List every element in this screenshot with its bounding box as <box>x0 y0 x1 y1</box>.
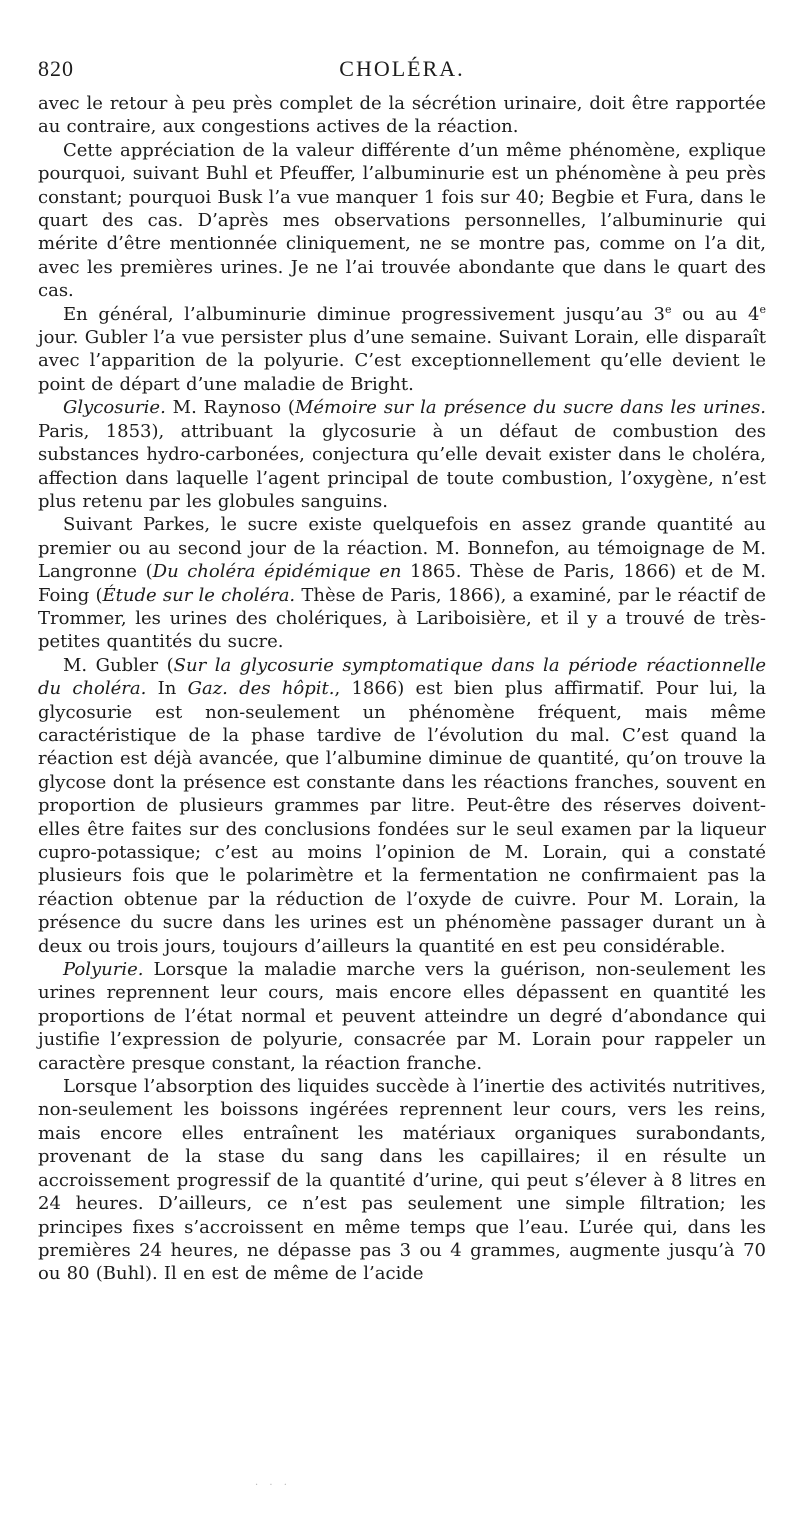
paragraph-p2 <box>38 139 766 303</box>
text-run: En général, l’albuminurie diminue progressivement jusqu’au 3 <box>63 303 665 325</box>
italic-text: Glycosurie. <box>63 397 166 419</box>
text-run: M. Gubler ( <box>63 654 174 676</box>
paragraph-p1 <box>38 92 766 139</box>
body-text <box>38 92 766 1286</box>
italic-text: Du choléra épidémique en <box>152 561 402 583</box>
text-run: Cette appréciation de la valeur différente d’un même phénomène, explique pourquoi, suivant Buhl et Pfeuffer, l’albuminurie est un phénomène à peu près constant; pourquoi Busk l’a vue manquer 1 fois sur 40; Begbie et Fura, dans le quart des cas. D’après mes observations personnelles, l’albuminurie qui mérite d’être mentionnée cliniquement, ne se montre pas, comme on l’a dit, avec les premières urines. Je ne l’ai trouvée abondante que dans le quart des cas. <box>38 139 766 302</box>
italic-text: Étude sur le choléra. <box>102 584 296 606</box>
text-run: In <box>146 678 188 700</box>
text-run: Lorsque l’absorption des liquides succède à l’inertie des activités nutritives, non-seulement les boissons ingérées reprennent leur cours, vers les reins, mais encore elles entraînent les matériaux organiques surabondants, provenant de la stase du sang dans les capillaires; il en résulte un accroissement progressif de la quantité d’urine, qui peut s’élever à 8 litres en 24 heures. D’ailleurs, ce n’est pas seulement une simple filtration; les principes fixes s’accroissent en même temps que l’eau. L’urée qui, dans les premières 24 heures, ne dépasse pas 3 ou 4 grammes, augmente jusqu’à 70 ou 80 (Buhl). Il en est de même de l’acide <box>38 1076 766 1285</box>
italic-text: Gaz. des hôpit. <box>187 678 335 700</box>
paragraph-p6 <box>38 654 766 958</box>
text-run: avec le retour à peu près complet de la sécrétion urinaire, doit être rapportée au contraire, aux congestions actives de la réaction. <box>38 93 766 138</box>
paragraph-p3 <box>38 303 766 397</box>
text-run: Paris, 1853), attribuant la glycosurie à un défaut de combustion des substances hydro-carbonées, conjectura qu’elle devait exister dans le choléra, affection dans laquelle l’agent principal de toute combustion, l’oxygène, n’est plus retenu par les globules sanguins. <box>38 420 766 512</box>
page-header <box>38 52 766 92</box>
text-run: jour. Gubler l’a vue persister plus d’une semaine. Suivant Lorain, elle disparaît avec l’apparition de la polyurie. C’est exceptionnellement qu’elle devient le point de départ d’une maladie de Bright. <box>38 327 766 395</box>
italic-text: Sur la glycosurie symptomatique dans la période réactionnelle du choléra. <box>38 654 766 700</box>
italic-text: Mémoire sur la présence du sucre dans les urines. <box>294 397 766 419</box>
text-run: Lorsque la maladie marche vers la guérison, non-seulement les urines reprennent leur cours, mais encore elles dépassent en quantité les proportions de l’état normal et peuvent atteindre un degré d’abondance qui justifie l’expression de polyurie, consacrée par M. Lorain pour rappeler un caractère presque constant, la réaction franche. <box>38 959 766 1074</box>
text-run: 1865. Thèse de Paris, 1866) et de M. Foing ( <box>38 561 766 606</box>
text-run: , 1866) est bien plus affirmatif. Pour lui, la glycosurie est non-seulement un phénomène fréquent, mais même caractéristique de la phase tardive de l’évolution du mal. C’est quand la réaction est déjà avancée, que l’albumine diminue de quantité, qu’on trouve la glycose dont la présence est constante dans les réactions franches, souvent en proportion de plusieurs grammes par litre. Peut-être des réserves doivent-elles être faites sur des conclusions fondées sur le seul examen par la liqueur cupro-potassique; c’est au moins l’opinion de M. Lorain, qui a constaté plusieurs fois que le polarimètre et la fermentation ne confirmaient pas la réaction obtenue par la réduction de l’oxyde de cuivre. Pour M. Lorain, la présence du sucre dans les urines est un phénomène passager durant un à deux ou trois jours, toujours d’ailleurs la quantité en est peu considérable. <box>38 678 766 957</box>
text-run: Thèse de Paris, 1866), a examiné, par le réactif de Trommer, les urines des cholériques, à Lariboisière, et il y a trouvé de très-petites quantités du sucre. <box>38 584 766 653</box>
text-run: M. Raynoso ( <box>165 397 295 419</box>
superscript: e <box>759 302 766 316</box>
paragraph-p8 <box>38 1075 766 1286</box>
paragraph-p4 <box>38 396 766 513</box>
scan-speckle: · · · <box>255 1480 291 1491</box>
italic-text: Polyurie. <box>63 959 144 981</box>
paragraph-p5 <box>38 513 766 653</box>
running-head: CHOLÉRA. <box>339 56 465 81</box>
page-number: 820 <box>38 56 74 81</box>
text-run: ou au 4 <box>671 303 760 325</box>
text-run: Suivant Parkes, le sucre existe quelquefois en assez grande quantité au premier ou au second jour de la réaction. M. Bonnefon, au témoignage de M. Langronne ( <box>38 514 766 583</box>
paragraph-p7 <box>38 958 766 1075</box>
superscript: e <box>664 302 672 316</box>
